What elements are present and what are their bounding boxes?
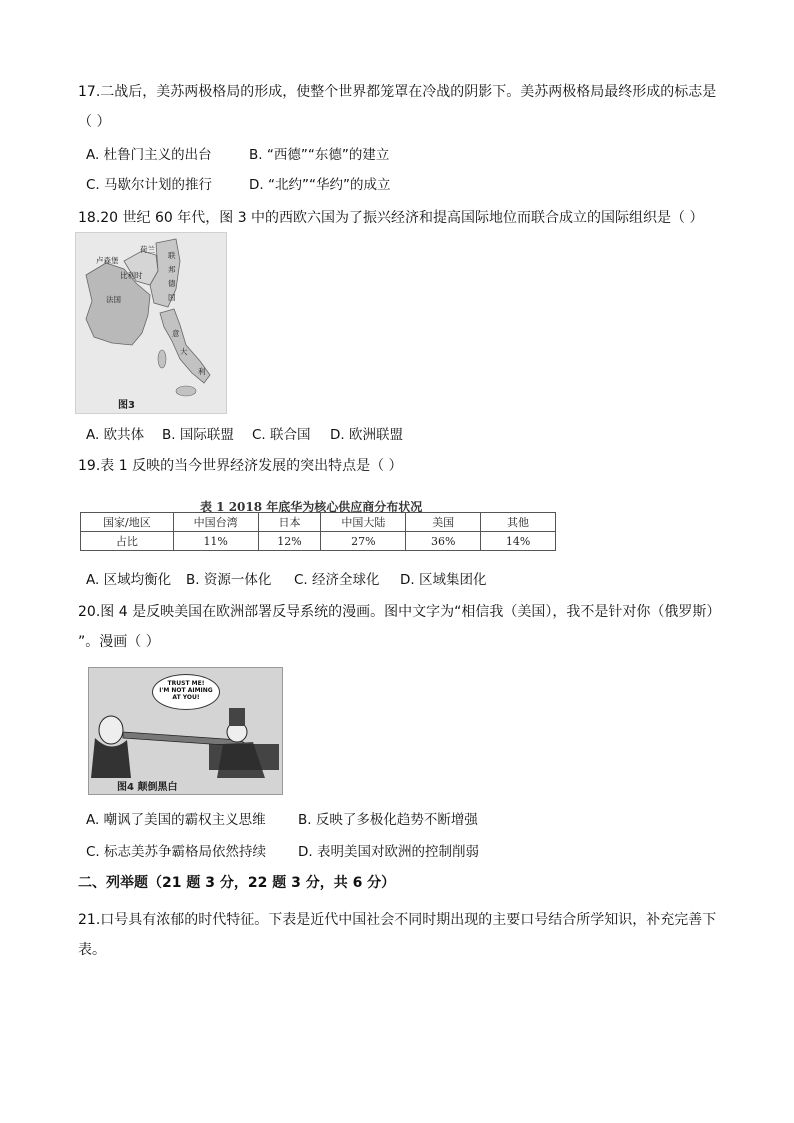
table-cell: 14%: [481, 532, 556, 551]
q21-stem-cont: 表。: [78, 942, 106, 958]
q18-option-a: A. 欧共体: [86, 427, 145, 443]
q19-stem: 19.表 1 反映的当今世界经济发展的突出特点是（ ）: [78, 458, 403, 474]
section-heading: 二、列举题（21 题 3 分，22 题 3 分，共 6 分）: [78, 875, 396, 891]
map-label-france: 法国: [106, 295, 121, 304]
map-label-netherlands: 荷兰: [140, 245, 155, 254]
map-label-luxembourg: 卢森堡: [96, 256, 119, 265]
table-header-cell: 其他: [481, 513, 556, 532]
table-cell: 27%: [321, 532, 406, 551]
q18-option-b: B. 国际联盟: [162, 427, 234, 443]
q19-option-a: A. 区域均衡化: [86, 572, 172, 588]
launcher-base: [209, 744, 279, 770]
map-label-germany-3: 德: [168, 279, 176, 288]
figure-head: [99, 716, 123, 744]
q20-option-d: D. 表明美国对欧洲的控制削弱: [298, 844, 479, 860]
table-header-cell: 中国大陆: [321, 513, 406, 532]
table-header-cell: 日本: [258, 513, 321, 532]
q21-stem: 21.口号具有浓郁的时代特征。下表是近代中国社会不同时期出现的主要口号结合所学知识，补充完善下: [78, 912, 717, 928]
q19-option-b: B. 资源一体化: [186, 572, 272, 588]
table-cell: 12%: [258, 532, 321, 551]
map-caption: 图3: [118, 400, 135, 411]
table-header-cell: 中国台湾: [173, 513, 258, 532]
table-header-row: [81, 513, 556, 532]
table-row: [81, 532, 556, 551]
table-cell: 36%: [406, 532, 481, 551]
table-header-cell: 国家/地区: [81, 513, 174, 532]
cartoon-caption: 图4 颠倒黑白: [117, 782, 178, 793]
q20-stem-cont: ”。漫画（ ）: [78, 634, 160, 650]
q18-option-d: D. 欧洲联盟: [330, 427, 403, 443]
q17-stem: 17.二战后，美苏两极格局的形成，使整个世界都笼罩在冷战的阴影下。美苏两极格局最终形成的标志是: [78, 84, 717, 100]
table-header-cell: 美国: [406, 513, 481, 532]
q17-option-b: B. “西德”“东德”的建立: [249, 147, 390, 163]
sicily-shape: [176, 386, 196, 396]
q17-option-c: C. 马歇尔计划的推行: [86, 177, 213, 193]
western-europe-map: [75, 232, 227, 414]
map-label-germany-1: 联: [168, 251, 176, 260]
map-label-germany-4: 国: [168, 293, 176, 302]
q18-stem: 18.20 世纪 60 年代，图 3 中的西欧六国为了振兴经济和提高国际地位而联合成立的国际组织是（ ）: [78, 210, 704, 226]
q18-option-c: C. 联合国: [252, 427, 311, 443]
q20-option-b: B. 反映了多极化趋势不断增强: [298, 812, 478, 828]
q17-option-d: D. “北约”“华约”的成立: [249, 177, 391, 193]
map-label-germany-2: 邦: [168, 265, 176, 274]
q20-option-a: A. 嘲讽了美国的霸权主义思维: [86, 812, 266, 828]
q19-option-d: D. 区域集团化: [400, 572, 487, 588]
q17-option-a: A. 杜鲁门主义的出台: [86, 147, 212, 163]
sardinia-shape: [158, 350, 166, 368]
supplier-table: [80, 512, 556, 551]
table-cell: 占比: [81, 532, 174, 551]
bubble-line: AT YOU!: [172, 694, 200, 701]
q20-stem: 20.图 4 是反映美国在欧洲部署反导系统的漫画。图中文字为“相信我（美国），我不是针对你（俄罗斯）: [78, 604, 721, 620]
map-label-italy-1: 意: [172, 329, 180, 338]
map-label-italy-3: 利: [198, 367, 206, 376]
bubble-line: TRUST ME!: [167, 680, 205, 687]
table-cell: 11%: [173, 532, 258, 551]
map-label-italy-2: 大: [180, 347, 188, 356]
speech-bubble: [152, 674, 220, 710]
table-title: 表 1 2018 年底华为核心供应商分布状况: [200, 500, 423, 514]
bubble-line: I'M NOT AIMING: [159, 687, 213, 694]
q20-option-c: C. 标志美苏争霸格局依然持续: [86, 844, 267, 860]
q19-option-c: C. 经济全球化: [294, 572, 380, 588]
map-label-belgium: 比利时: [120, 271, 143, 280]
cartoon-figure: [88, 667, 283, 795]
uncle-sam-hat: [229, 708, 245, 726]
q17-stem-paren: （ ）: [78, 114, 111, 130]
